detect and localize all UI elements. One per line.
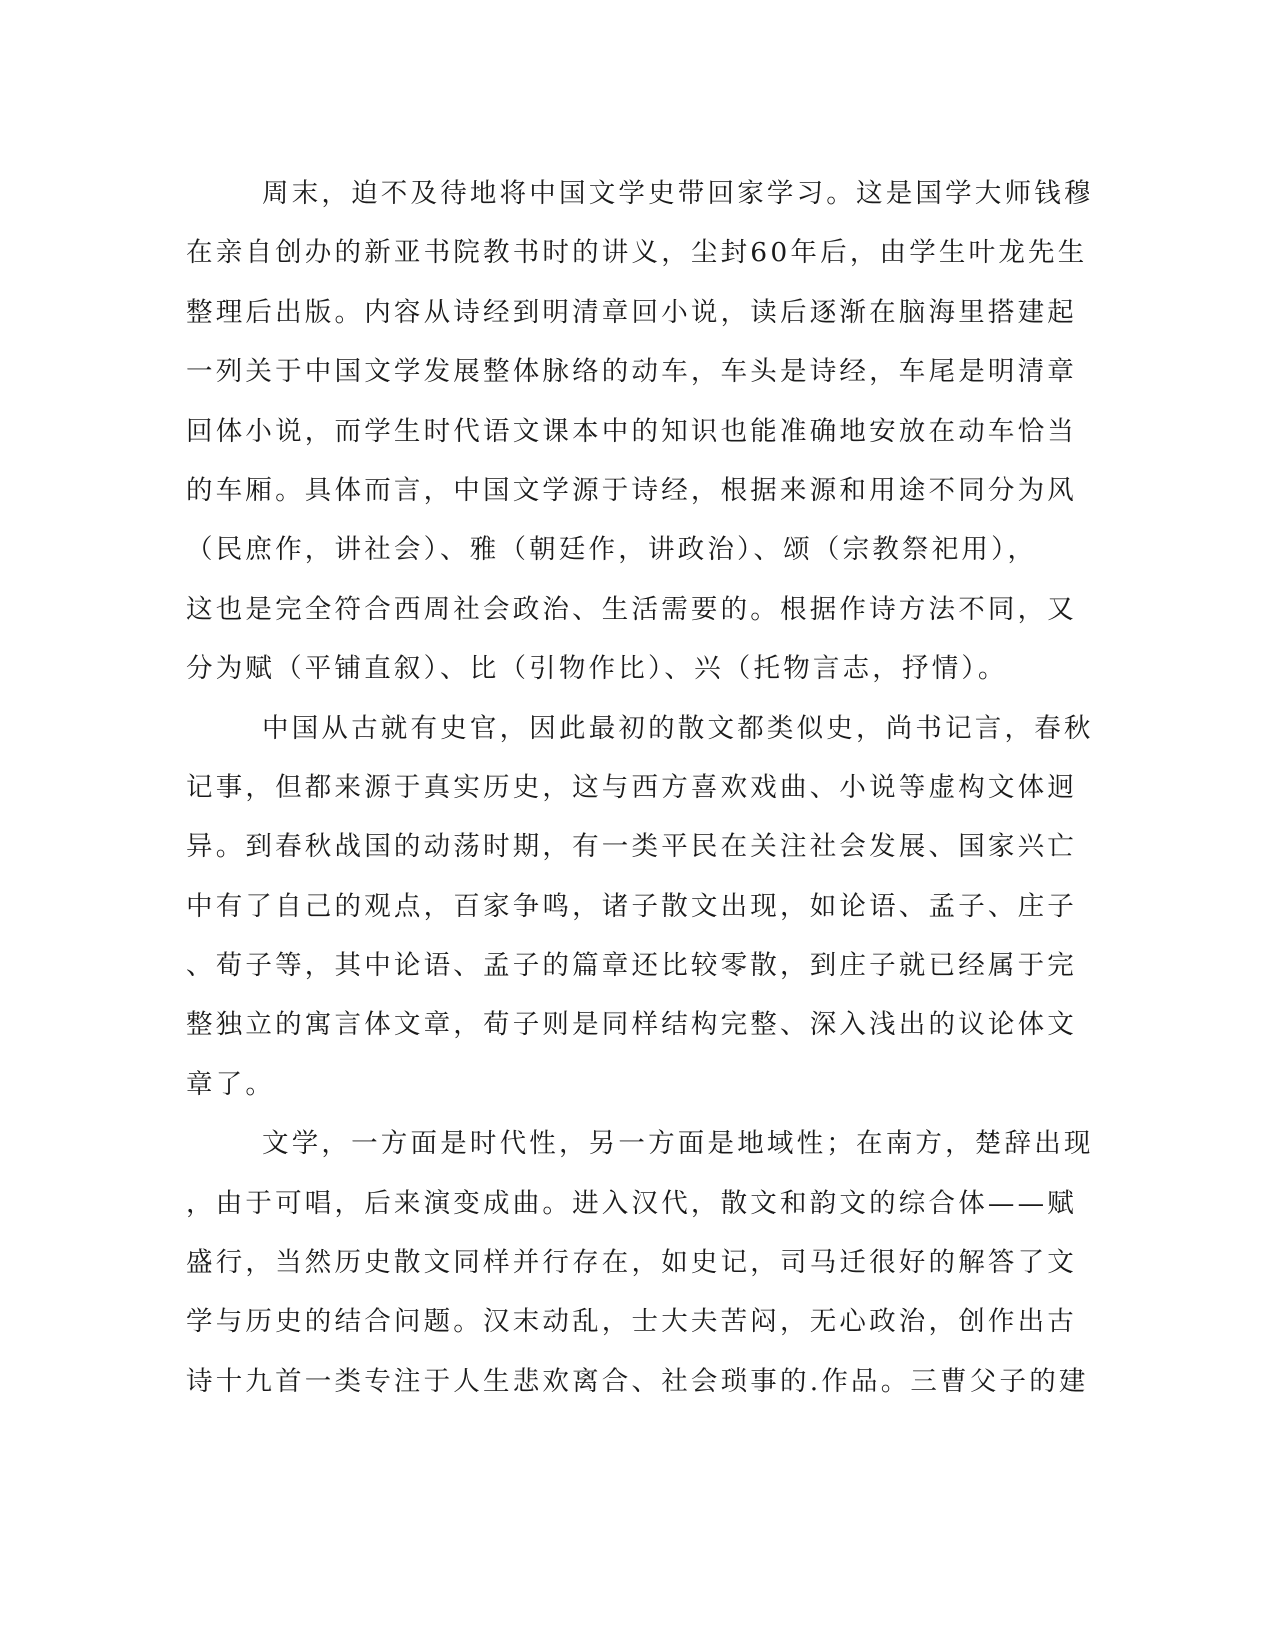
body-text	[186, 164, 1094, 1411]
text-line: 回体小说，而学生时代语文课本中的知识也能准确地安放在动车恰当	[186, 415, 1077, 447]
paragraph-2	[186, 699, 1094, 1115]
text-line: 中国从古就有史官，因此最初的散文都类似史，尚书记言，春秋	[262, 712, 1094, 744]
text-line: 文学，一方面是时代性，另一方面是地域性；在南方，楚辞出现	[262, 1128, 1094, 1160]
text-line: 的车厢。具体而言，中国文学源于诗经，根据来源和用途不同分为风	[186, 474, 1077, 506]
text-line: 周末，迫不及待地将中国文学史带回家学习。这是国学大师钱穆	[262, 178, 1094, 209]
text-line: 在亲自创办的新亚书院教书时的讲义，尘封60年后，由学生叶龙先生	[186, 237, 1088, 269]
text-line: 学与历史的结合问题。汉末动乱，士大夫苦闷，无心政治，创作出古	[186, 1306, 1077, 1338]
text-line: 分为赋（平铺直叙）、比（引物作比）、兴（托物言志，抒情）。	[186, 653, 1008, 685]
text-line: （民庶作，讲社会）、雅（朝廷作，讲政治）、颂（宗教祭祀用），	[186, 534, 1038, 566]
text-line: 记事，但都来源于真实历史，这与西方喜欢戏曲、小说等虚构文体迥	[186, 771, 1077, 803]
text-line: 整理后出版。内容从诗经到明清章回小说，读后逐渐在脑海里搭建起	[186, 296, 1077, 328]
paragraph-1	[186, 164, 1094, 699]
text-line: 整独立的寓言体文章，荀子则是同样结构完整、深入浅出的议论体文	[186, 1009, 1077, 1041]
text-line: 这也是完全符合西周社会政治、生活需要的。根据作诗方法不同，又	[186, 593, 1077, 625]
text-line: 异。到春秋战国的动荡时期，有一类平民在关注社会发展、国家兴亡	[186, 831, 1077, 863]
text-line: 中有了自己的观点，百家争鸣，诸子散文出现，如论语、孟子、庄子	[186, 890, 1077, 922]
text-line: ，由于可唱，后来演变成曲。进入汉代，散文和韵文的综合体——赋	[186, 1187, 1077, 1219]
text-line: 章了。	[186, 1068, 276, 1100]
text-line: 盛行，当然历史散文同样并行存在，如史记，司马迁很好的解答了文	[186, 1247, 1077, 1279]
paragraph-3	[186, 1114, 1094, 1411]
text-line: 一列关于中国文学发展整体脉络的动车，车头是诗经，车尾是明清章	[186, 356, 1077, 388]
text-line: 诗十九首一类专注于人生悲欢离合、社会琐事的.作品。三曹父子的建	[186, 1365, 1089, 1397]
text-line: 、荀子等，其中论语、孟子的篇章还比较零散，到庄子就已经属于完	[186, 950, 1077, 982]
